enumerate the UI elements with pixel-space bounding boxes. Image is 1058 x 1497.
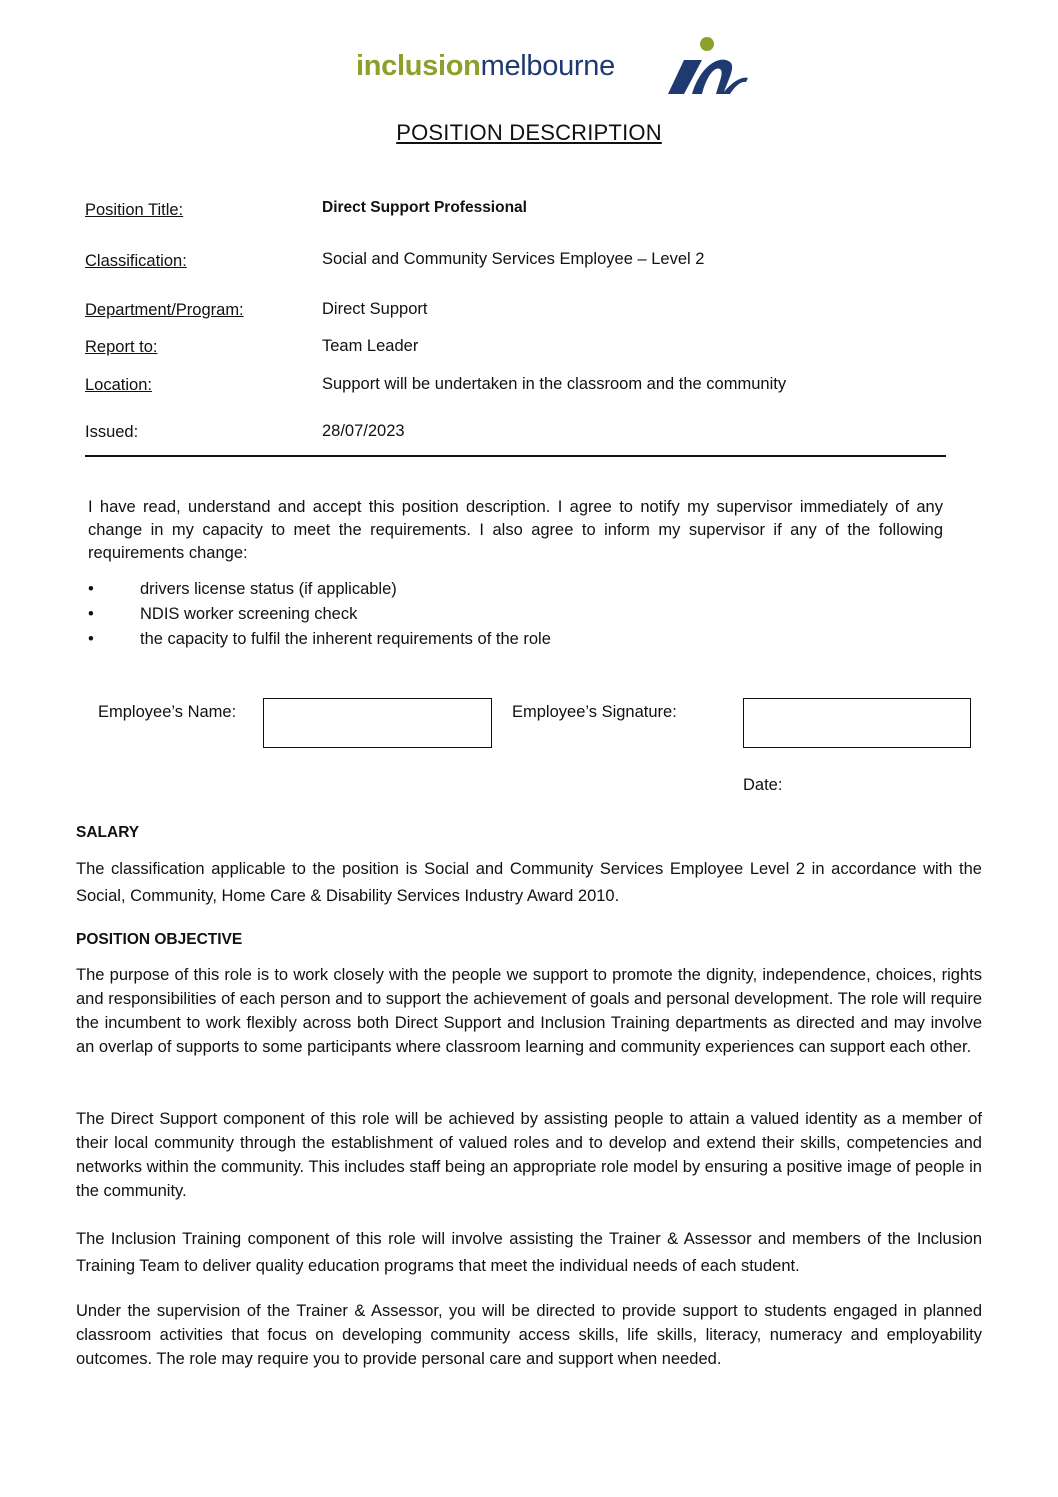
department-label: Department/Program:: [85, 301, 244, 319]
list-item-text: NDIS worker screening check: [140, 605, 358, 623]
page-title: POSITION DESCRIPTION: [396, 120, 662, 145]
date-label: Date:: [743, 776, 783, 794]
position-objective-heading: POSITION OBJECTIVE: [76, 931, 243, 948]
organization-logo: [356, 36, 756, 96]
logo-wordmark-normal: melbourne: [480, 50, 615, 82]
salary-heading: SALARY: [76, 824, 140, 841]
logo-wordmark: [356, 50, 615, 83]
position-title-label: Position Title:: [85, 201, 184, 219]
employee-name-field[interactable]: [263, 698, 492, 748]
employee-signature-label: Employee’s Signature:: [512, 703, 677, 721]
logo-wordmark-bold: inclusion: [356, 50, 481, 82]
report-to-label: Report to:: [85, 338, 158, 356]
location-value: Support will be undertaken in the classroom and the community: [322, 375, 787, 393]
employee-name-label: Employee’s Name:: [98, 703, 237, 721]
department-value: Direct Support: [322, 300, 428, 318]
list-item-text: drivers license status (if applicable): [140, 580, 397, 598]
bullet-icon: •: [88, 605, 94, 623]
bullet-icon: •: [88, 580, 94, 598]
location-label: Location:: [85, 376, 152, 394]
bullet-icon: •: [88, 630, 94, 648]
objective-paragraph: Under the supervision of the Trainer & Assessor, you will be directed to provide support to students engaged in planned classroom activities that focus on developing community access skills, life skills, literacy, numeracy and employability outcomes. The role may require you to provide personal care and support when needed.: [76, 1302, 982, 1368]
objective-paragraph: The Direct Support component of this role will be achieved by assisting people to attain a valued identity as a member of their local community through the establishment of valued roles and to develop and extend their skills, competencies and networks within the community. This includes staff being an appropriate role model by ensuring a positive image of people in the community.: [76, 1110, 982, 1200]
issued-label: Issued:: [85, 423, 139, 441]
list-item-text: the capacity to fulfil the inherent requirements of the role: [140, 630, 551, 648]
classification-label: Classification:: [85, 252, 187, 270]
logo-mark-icon: [662, 36, 752, 98]
employee-signature-field[interactable]: [743, 698, 971, 748]
classification-value: Social and Community Services Employee – Level 2: [322, 250, 705, 268]
report-to-value: Team Leader: [322, 337, 419, 355]
salary-text: The classification applicable to the position is Social and Community Services Employee Level 2 in accordance with the Social, Community, Home Care & Disability Services Industry Award 2010.: [76, 860, 982, 905]
section-divider: [85, 455, 946, 457]
acceptance-statement: I have read, understand and accept this position description. I agree to notify my supervisor immediately of any change in my capacity to meet the requirements. I also agree to inform my supervisor if any of the following requirements change:: [88, 498, 943, 562]
issued-value: 28/07/2023: [322, 422, 405, 440]
objective-paragraph: The purpose of this role is to work closely with the people we support to promote the dignity, independence, choices, rights and responsibilities of each person and to support the achievement of goals and personal development. The role will require the incumbent to work flexibly across both Direct Support and Inclusion Training departments as directed and may involve an overlap of supports to some participants where classroom learning and community experiences can support each other.: [76, 966, 982, 1056]
position-title-value: Direct Support Professional: [322, 199, 527, 216]
objective-paragraph: The Inclusion Training component of this role will involve assisting the Trainer & Assessor and members of the Inclusion Training Team to deliver quality education programs that meet the individual needs of each student.: [76, 1230, 982, 1275]
